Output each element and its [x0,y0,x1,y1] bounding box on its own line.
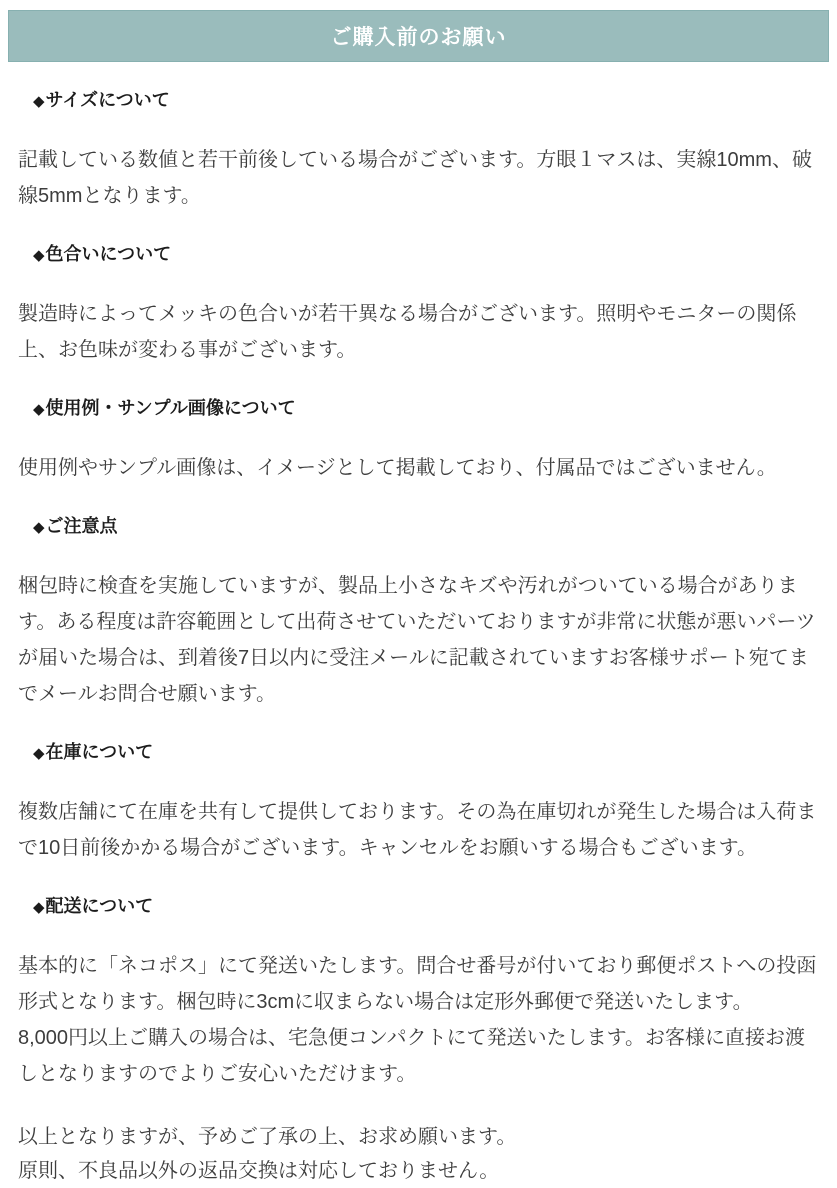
section-paragraph: 使用例やサンプル画像は、イメージとして掲載しており、付属品ではございません。 [18,457,777,479]
section-heading-stock [33,740,819,766]
diamond-bullet-icon: ◆ [33,745,45,762]
section-size [8,88,829,214]
section-paragraph: 記載している数値と若干前後している場合がございます。方眼１マスは、実線10mm、破線5mmとなります。 [18,149,812,207]
diamond-bullet-icon: ◆ [33,247,45,264]
notice-content [8,88,829,1188]
section-heading-text: サイズについて [45,90,170,110]
section-cautions [8,514,829,712]
page-title: ご購入前のお願い [330,26,507,49]
section-heading-sample-images [33,396,819,422]
section-heading-text: 在庫について [45,742,154,762]
section-heading-text: ご注意点 [45,516,118,536]
section-stock [8,740,829,866]
section-heading-size [33,88,819,114]
section-paragraph: 梱包時に検査を実施していますが、製品上小さなキズや汚れがついている場合があります。ある程度は許容範囲として出荷させていただいておりますが非常に状態が悪いパーツが届いた場合は、到着後7日以内に受注メールに記載されていますお客様サポート宛てまでメールお問合せ願います。 [18,575,816,705]
section-heading-shipping [33,894,819,920]
section-heading-color [33,242,819,268]
diamond-bullet-icon: ◆ [33,401,45,418]
section-heading-text: 使用例・サンプル画像について [45,398,296,418]
diamond-bullet-icon: ◆ [33,93,45,110]
section-paragraph: 製造時によってメッキの色合いが若干異なる場合がございます。照明やモニターの関係上、お色味が変わる事がございます。 [18,303,797,361]
section-paragraph: 複数店舗にて在庫を共有して提供しております。その為在庫切れが発生した場合は入荷まで10日前後かかる場合がございます。キャンセルをお願いする場合もございます。 [18,801,817,859]
section-heading-text: 配送について [45,896,154,916]
diamond-bullet-icon: ◆ [33,899,45,916]
section-heading-text: 色合いについて [45,244,172,264]
diamond-bullet-icon: ◆ [33,519,45,536]
section-heading-cautions [33,514,819,540]
section-sample-images [8,396,829,486]
section-shipping [8,894,829,1092]
page-title-banner [8,10,829,62]
closing-note: 以上となりますが、予めご了承の上、お求め願います。 原則、不良品以外の返品交換は対応しておりません。 [18,1126,517,1182]
section-color [8,242,829,368]
section-paragraph: 基本的に「ネコポス」にて発送いたします。問合せ番号が付いており郵便ポストへの投函形式となります。梱包時に3cmに収まらない場合は定形外郵便で発送いたします。 8,000円以上ご購入の場合は、宅急便コンパクトにて発送いたします。お客様に直接お渡しとなりますのでよりご安心いただけます。 [18,955,817,1085]
